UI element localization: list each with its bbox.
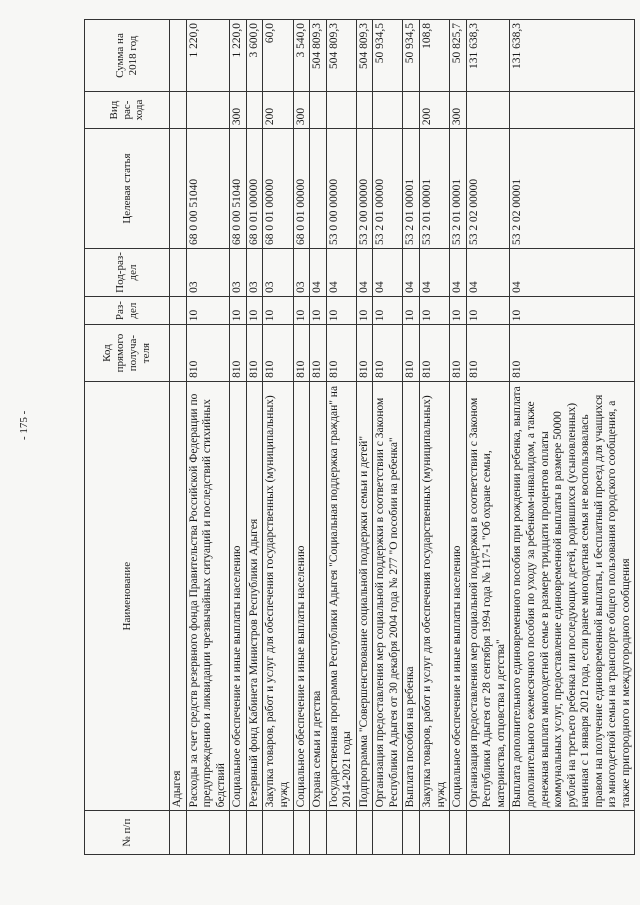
cell-sum: 504 809,3: [310, 20, 327, 92]
cell-name: Государственная программа Республики Адыгея "Социальная поддержка граждан" на 2014-2021 годы: [326, 381, 356, 810]
table-row: [420, 20, 450, 855]
cell-num: [510, 811, 635, 855]
cell-name: Резервный фонд Кабинета Министров Республики Адыгея: [246, 381, 263, 810]
cell-code: 810: [403, 325, 420, 382]
cell-article: 68 0 01 00000: [246, 129, 263, 249]
table-row: [170, 20, 187, 855]
cell-name: Социальное обеспечение и иные выплаты населению: [450, 381, 467, 810]
cell-sum: 50 934,5: [403, 20, 420, 92]
table-row: [230, 20, 247, 855]
cell-vid: [403, 92, 420, 129]
table-row: [373, 20, 403, 855]
cell-name: Выплата пособия на ребенка: [403, 381, 420, 810]
cell-sum: 50 825,7: [450, 20, 467, 92]
cell-razdel: 10: [263, 296, 293, 324]
cell-code: 810: [466, 325, 510, 382]
cell-vid: [466, 92, 510, 129]
cell-razdel: 10: [403, 296, 420, 324]
cell-code: [170, 325, 187, 382]
cell-article: 68 0 00 51040: [186, 129, 230, 249]
rotated-page: [84, 19, 632, 855]
cell-code: 810: [293, 325, 310, 382]
cell-name: Выплата дополнительного единовременного пособия при рождении ребенка, выплата дополнительного ежемесячного пособия по уходу за ребенком-инвалидом, а также денежная выплата многодетной семье в размере тридцати процентов оплаты коммунальных услуг, предоставление единовременной выплаты в размере 50000 рублей на третьего ребенка или последующих детей, родившихся (усыновленных) начиная с 1 января 2012 года, если ранее многодетная семья не воспользовалась правом на получение единовременной выплаты, и бесплатный проезд для учащихся из многодетной семьи на транспорте общего пользования городского сообщения, а также пригородного и междугородного сообщения: [510, 381, 635, 810]
cell-article: 68 0 00 51040: [230, 129, 247, 249]
cell-num: [263, 811, 293, 855]
table-row: [403, 20, 420, 855]
cell-article: 53 2 02 00001: [510, 129, 635, 249]
cell-vid: [310, 92, 327, 129]
cell-vid: 200: [263, 92, 293, 129]
cell-num: [170, 811, 187, 855]
cell-vid: [510, 92, 635, 129]
cell-razdel: 10: [356, 296, 373, 324]
cell-code: 810: [186, 325, 230, 382]
cell-podrazdel: 03: [230, 248, 247, 296]
col-article-header: Целевая статья: [85, 129, 170, 249]
cell-num: [466, 811, 510, 855]
table-row: [356, 20, 373, 855]
cell-razdel: 10: [466, 296, 510, 324]
cell-sum: 131 638,3: [466, 20, 510, 92]
cell-razdel: 10: [186, 296, 230, 324]
cell-code: 810: [230, 325, 247, 382]
cell-razdel: 10: [420, 296, 450, 324]
cell-podrazdel: 04: [310, 248, 327, 296]
cell-num: [403, 811, 420, 855]
cell-podrazdel: 04: [450, 248, 467, 296]
cell-podrazdel: 04: [510, 248, 635, 296]
cell-name: Социальное обеспечение и иные выплаты населению: [293, 381, 310, 810]
cell-article: 53 2 01 00001: [403, 129, 420, 249]
table-row: [466, 20, 510, 855]
cell-vid: [373, 92, 403, 129]
cell-name: Организация предоставления мер социальной поддержки в соответствии с Законом Республики Адыгея от 28 сентября 1994 года № 117-1 "Об охране семьи, материнства, отцовства и детства": [466, 381, 510, 810]
table-row: [510, 20, 635, 855]
cell-sum: 3 540,0: [293, 20, 310, 92]
cell-sum: 1 220,0: [186, 20, 230, 92]
cell-podrazdel: 04: [466, 248, 510, 296]
cell-vid: [326, 92, 356, 129]
col-code-header: Код прямого получа-теля: [85, 325, 170, 382]
cell-razdel: 10: [373, 296, 403, 324]
cell-article: 53 2 01 00001: [420, 129, 450, 249]
table-row: [186, 20, 230, 855]
col-razdel-header: Раз-дел: [85, 296, 170, 324]
cell-num: [373, 811, 403, 855]
cell-podrazdel: 04: [403, 248, 420, 296]
cell-code: 810: [510, 325, 635, 382]
cell-vid: 300: [230, 92, 247, 129]
table-row: [326, 20, 356, 855]
cell-article: 53 2 02 00000: [466, 129, 510, 249]
cell-vid: [356, 92, 373, 129]
cell-sum: 3 600,0: [246, 20, 263, 92]
cell-name: Социальное обеспечение и иные выплаты населению: [230, 381, 247, 810]
cell-name: Охрана семьи и детства: [310, 381, 327, 810]
cell-sum: 131 638,3: [510, 20, 635, 92]
col-num-header: № п/п: [85, 811, 170, 855]
cell-num: [450, 811, 467, 855]
cell-code: 810: [326, 325, 356, 382]
cell-code: 810: [373, 325, 403, 382]
cell-name: Расходы за счет средств резервного фонда Правительства Российской Федерации по предупреждению и ликвидации чрезвычайных ситуаций и последствий стихийных бедствий: [186, 381, 230, 810]
table-body: [170, 20, 635, 855]
table-row: [310, 20, 327, 855]
cell-num: [356, 811, 373, 855]
cell-podrazdel: 04: [356, 248, 373, 296]
cell-podrazdel: 04: [326, 248, 356, 296]
cell-num: [310, 811, 327, 855]
cell-name: Закупка товаров, работ и услуг для обеспечения государственных (муниципальных) нужд: [420, 381, 450, 810]
table-row: [293, 20, 310, 855]
cell-razdel: 10: [246, 296, 263, 324]
cell-razdel: 10: [510, 296, 635, 324]
cell-vid: [170, 92, 187, 129]
cell-num: [293, 811, 310, 855]
cell-article: 53 2 01 00001: [450, 129, 467, 249]
cell-podrazdel: [170, 248, 187, 296]
cell-razdel: 10: [326, 296, 356, 324]
cell-num: [230, 811, 247, 855]
cell-razdel: 10: [310, 296, 327, 324]
cell-podrazdel: 03: [263, 248, 293, 296]
cell-podrazdel: 04: [373, 248, 403, 296]
cell-vid: 300: [293, 92, 310, 129]
cell-article: 53 0 00 00000: [326, 129, 356, 249]
table-row: [450, 20, 467, 855]
cell-num: [186, 811, 230, 855]
cell-article: 53 2 01 00000: [373, 129, 403, 249]
cell-sum: 50 934,5: [373, 20, 403, 92]
cell-sum: [170, 20, 187, 92]
cell-razdel: 10: [450, 296, 467, 324]
cell-code: 810: [263, 325, 293, 382]
cell-sum: 1 220,0: [230, 20, 247, 92]
cell-article: 53 2 00 00000: [356, 129, 373, 249]
cell-article: 68 0 01 00000: [263, 129, 293, 249]
col-vid-header: Вид рас-хода: [85, 92, 170, 129]
cell-num: [420, 811, 450, 855]
budget-table: [84, 19, 635, 855]
cell-podrazdel: 03: [246, 248, 263, 296]
cell-sum: 504 809,3: [356, 20, 373, 92]
cell-vid: 200: [420, 92, 450, 129]
cell-vid: [246, 92, 263, 129]
page-number: - 175 -: [18, 410, 30, 440]
cell-code: 810: [310, 325, 327, 382]
cell-code: 810: [246, 325, 263, 382]
cell-vid: [186, 92, 230, 129]
header-row: [85, 20, 170, 855]
cell-article: [170, 129, 187, 249]
col-podrazdel-header: Под-раз-дел: [85, 248, 170, 296]
cell-num: [246, 811, 263, 855]
cell-code: 810: [356, 325, 373, 382]
cell-razdel: [170, 296, 187, 324]
cell-podrazdel: 03: [186, 248, 230, 296]
cell-article: [310, 129, 327, 249]
cell-num: [326, 811, 356, 855]
cell-razdel: 10: [293, 296, 310, 324]
col-sum-header: Сумма на 2018 год: [85, 20, 170, 92]
cell-code: 810: [450, 325, 467, 382]
cell-sum: 60,0: [263, 20, 293, 92]
cell-name: Подпрограмма "Совершенствование социальной поддержки семьи и детей": [356, 381, 373, 810]
cell-article: 68 0 01 00000: [293, 129, 310, 249]
table-row: [263, 20, 293, 855]
cell-sum: 108,8: [420, 20, 450, 92]
cell-sum: 504 809,3: [326, 20, 356, 92]
cell-vid: 300: [450, 92, 467, 129]
cell-name: Адыгея: [170, 381, 187, 810]
cell-razdel: 10: [230, 296, 247, 324]
col-name-header: Наименование: [85, 381, 170, 810]
cell-code: 810: [420, 325, 450, 382]
table-row: [246, 20, 263, 855]
cell-name: Организация предоставления мер социальной поддержки в соответствии с Законом Республики Адыгея от 30 декабря 2004 года № 277 "О пособии на ребенка": [373, 381, 403, 810]
cell-podrazdel: 04: [420, 248, 450, 296]
cell-name: Закупка товаров, работ и услуг для обеспечения государственных (муниципальных) нужд: [263, 381, 293, 810]
cell-podrazdel: 03: [293, 248, 310, 296]
